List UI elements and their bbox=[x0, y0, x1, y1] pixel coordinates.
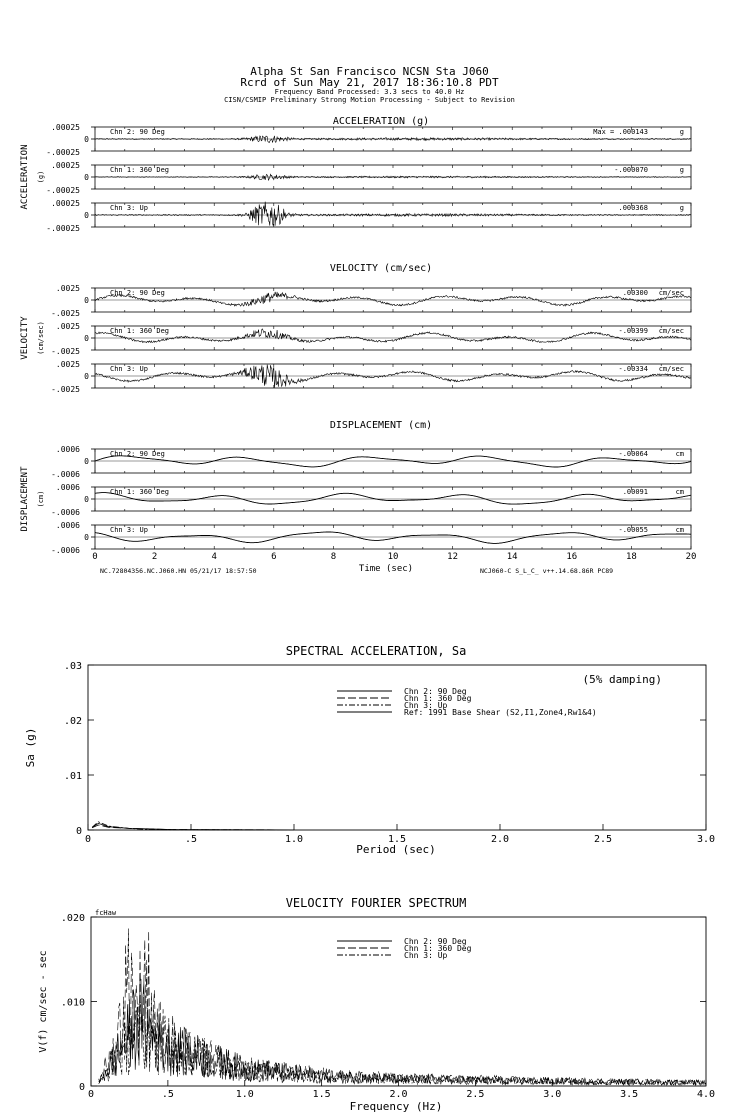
legend-label: Chn 3: Up bbox=[404, 701, 448, 710]
y-tick-label: 0 bbox=[84, 173, 89, 182]
y-tick-label: 0 bbox=[84, 135, 89, 144]
time-tick-label: 0 bbox=[92, 552, 98, 562]
time-tick-label: 20 bbox=[685, 552, 697, 562]
legend-label: Chn 1: 360 Deg bbox=[404, 944, 472, 953]
x-tick-label: 3.0 bbox=[696, 834, 716, 845]
spectral-series bbox=[92, 822, 294, 830]
x-tick-label: 3.5 bbox=[620, 1089, 639, 1100]
time-tick-label: 2 bbox=[151, 552, 158, 562]
footer-left: NC.72804356.NC.J060.HN 05/21/17 18:57:50 bbox=[100, 567, 257, 575]
channel-name: Chn 1: 360 Deg bbox=[110, 166, 170, 174]
peak-value: -.00055 bbox=[618, 526, 648, 534]
peak-value: .000368 bbox=[618, 204, 648, 212]
waveform-trace bbox=[95, 292, 691, 306]
peak-unit: cm bbox=[675, 526, 684, 534]
x-tick-label: 4.0 bbox=[696, 1089, 716, 1100]
x-tick-label: 1.5 bbox=[387, 834, 407, 845]
time-tick-label: 4 bbox=[211, 552, 217, 562]
y-tick-label: .00025 bbox=[51, 161, 80, 170]
peak-unit: cm bbox=[675, 450, 684, 458]
y-tick-label: .00025 bbox=[51, 123, 80, 132]
channel-name: Chn 3: Up bbox=[110, 365, 148, 373]
unit-label: (g) bbox=[37, 170, 45, 184]
y-tick-label: -.0025 bbox=[51, 347, 80, 356]
waveform-trace bbox=[95, 365, 691, 388]
y-tick-label: 0 bbox=[78, 1082, 85, 1093]
y-tick-label: 0 bbox=[84, 372, 89, 381]
x-tick-label: 2.5 bbox=[593, 834, 613, 845]
channel-name: Chn 2: 90 Deg bbox=[110, 450, 165, 458]
y-tick-label: .01 bbox=[63, 771, 82, 782]
peak-unit: cm/sec bbox=[658, 365, 684, 373]
waveform-trace bbox=[95, 532, 691, 543]
y-axis-title: Sa (g) bbox=[24, 727, 37, 768]
peak-value: -.00334 bbox=[618, 365, 648, 373]
peak-unit: cm bbox=[675, 488, 684, 496]
y-tick-label: 0 bbox=[84, 296, 89, 305]
y-tick-label: .0006 bbox=[55, 445, 80, 454]
waveform-trace bbox=[95, 136, 691, 143]
time-tick-label: 6 bbox=[271, 552, 277, 562]
time-tick-label: 12 bbox=[447, 552, 459, 562]
peak-unit: g bbox=[679, 166, 684, 174]
channel-name: Chn 2: 90 Deg bbox=[110, 128, 165, 136]
y-tick-label: .03 bbox=[63, 661, 82, 672]
legend-label: Chn 3: Up bbox=[404, 951, 448, 960]
y-tick-label: -.0006 bbox=[51, 508, 80, 517]
time-tick-label: 8 bbox=[330, 552, 337, 562]
y-tick-label: 0 bbox=[84, 334, 89, 343]
time-tick-label: 14 bbox=[506, 552, 518, 562]
y-axis-title: V(f) cm/sec - sec bbox=[38, 950, 49, 1053]
y-tick-label: -.0006 bbox=[51, 470, 80, 479]
y-tick-label: .00025 bbox=[51, 199, 80, 208]
channel-name: Chn 3: Up bbox=[110, 526, 148, 534]
y-tick-label: .0006 bbox=[55, 483, 80, 492]
time-tick-label: 10 bbox=[387, 552, 399, 562]
y-tick-label: 0 bbox=[84, 495, 89, 504]
side-label: VELOCITY bbox=[20, 316, 30, 360]
y-tick-label: 0 bbox=[75, 826, 82, 837]
fourier-title: VELOCITY FOURIER SPECTRUM bbox=[285, 896, 467, 910]
peak-value: -.000070 bbox=[614, 166, 648, 174]
y-tick-label: 0 bbox=[84, 211, 89, 220]
unit-label: (cm/sec) bbox=[37, 321, 45, 355]
y-tick-label: -.00025 bbox=[46, 224, 80, 233]
header-station: Alpha St San Francisco NCSN Sta J060 bbox=[250, 65, 489, 78]
peak-unit: g bbox=[679, 128, 684, 136]
y-tick-label: 0 bbox=[84, 533, 89, 542]
x-tick-label: 1.0 bbox=[235, 1089, 254, 1100]
footer-right: NCJ060-C S_L_C_ v++.14.68.86R PC89 bbox=[480, 567, 614, 575]
y-tick-label: -.0025 bbox=[51, 309, 80, 318]
side-label: DISPLACEMENT bbox=[20, 466, 30, 532]
legend-label: Chn 1: 360 Deg bbox=[404, 694, 472, 703]
time-axis-title: Time (sec) bbox=[358, 564, 414, 574]
x-tick-label: 3.0 bbox=[543, 1089, 562, 1100]
header-frequency-band: Frequency Band Processed: 3.3 secs to 40.0 Hz bbox=[274, 88, 465, 96]
x-tick-label: .5 bbox=[161, 1089, 174, 1100]
damping-label: (5% damping) bbox=[582, 673, 662, 686]
waveform-trace bbox=[95, 329, 691, 343]
peak-unit: g bbox=[679, 204, 684, 212]
spectral-series bbox=[92, 823, 294, 830]
peak-value: .00300 bbox=[622, 289, 648, 297]
x-tick-label: 0 bbox=[84, 834, 92, 845]
x-tick-label: 1.5 bbox=[312, 1089, 331, 1100]
x-tick-label: 2.5 bbox=[466, 1089, 485, 1100]
peak-value: Max = .000143 bbox=[593, 128, 648, 136]
peak-value: .00091 bbox=[622, 488, 648, 496]
group-title: DISPLACEMENT (cm) bbox=[329, 420, 433, 431]
y-tick-label: .0025 bbox=[55, 284, 80, 293]
peak-unit: cm/sec bbox=[658, 289, 684, 297]
y-tick-label: .0006 bbox=[55, 521, 80, 530]
legend-label: Ref: 1991 Base Shear (S2,I1,Zone4,Rw1&4) bbox=[404, 708, 597, 717]
time-tick-label: 18 bbox=[625, 552, 637, 562]
y-tick-label: -.00025 bbox=[46, 186, 80, 195]
channel-name: Chn 1: 360 Deg bbox=[110, 488, 170, 496]
x-tick-label: 2.0 bbox=[490, 834, 510, 845]
legend-label: Chn 2: 90 Deg bbox=[404, 687, 467, 696]
header-record-time: Rcrd of Sun May 21, 2017 18:36:10.8 PDT bbox=[240, 76, 499, 89]
channel-name: Chn 2: 90 Deg bbox=[110, 289, 165, 297]
peak-unit: cm/sec bbox=[658, 327, 684, 335]
y-tick-label: .020 bbox=[60, 913, 85, 924]
waveform-trace bbox=[95, 174, 691, 180]
y-tick-label: .010 bbox=[60, 997, 85, 1009]
peak-value: -.00399 bbox=[618, 327, 648, 335]
channel-name: Chn 1: 360 Deg bbox=[110, 327, 170, 335]
y-tick-label: -.00025 bbox=[46, 148, 80, 157]
y-tick-label: -.0025 bbox=[51, 385, 80, 394]
x-tick-label: 2.0 bbox=[389, 1089, 408, 1100]
header-processing-note: CISN/CSMIP Preliminary Strong Motion Processing - Subject to Revision bbox=[224, 96, 515, 104]
legend-label: Chn 2: 90 Deg bbox=[404, 937, 467, 946]
group-title: VELOCITY (cm/sec) bbox=[329, 263, 433, 274]
x-axis-title: Frequency (Hz) bbox=[349, 1100, 443, 1113]
channel-name: Chn 3: Up bbox=[110, 204, 148, 212]
x-tick-label: 0 bbox=[87, 1089, 95, 1100]
x-tick-label: .5 bbox=[184, 834, 198, 845]
waveform-trace bbox=[95, 456, 691, 467]
x-axis-title: Period (sec) bbox=[356, 843, 436, 856]
corner-label: fcHaw bbox=[95, 909, 117, 917]
waveform-trace bbox=[95, 493, 691, 505]
x-tick-label: 1.0 bbox=[284, 834, 304, 845]
spectral-title: SPECTRAL ACCELERATION, Sa bbox=[285, 644, 467, 658]
y-tick-label: .0025 bbox=[55, 322, 80, 331]
group-title: ACCELERATION (g) bbox=[332, 116, 430, 127]
time-tick-label: 16 bbox=[566, 552, 578, 562]
y-tick-label: .02 bbox=[63, 716, 82, 727]
fourier-series bbox=[99, 929, 706, 1086]
unit-label: (cm) bbox=[37, 490, 45, 508]
spectral-frame bbox=[88, 665, 706, 830]
y-tick-label: -.0006 bbox=[51, 546, 80, 555]
y-tick-label: .0025 bbox=[55, 360, 80, 369]
peak-value: -.00064 bbox=[618, 450, 648, 458]
side-label: ACCELERATION bbox=[20, 144, 30, 210]
y-tick-label: 0 bbox=[84, 457, 89, 466]
